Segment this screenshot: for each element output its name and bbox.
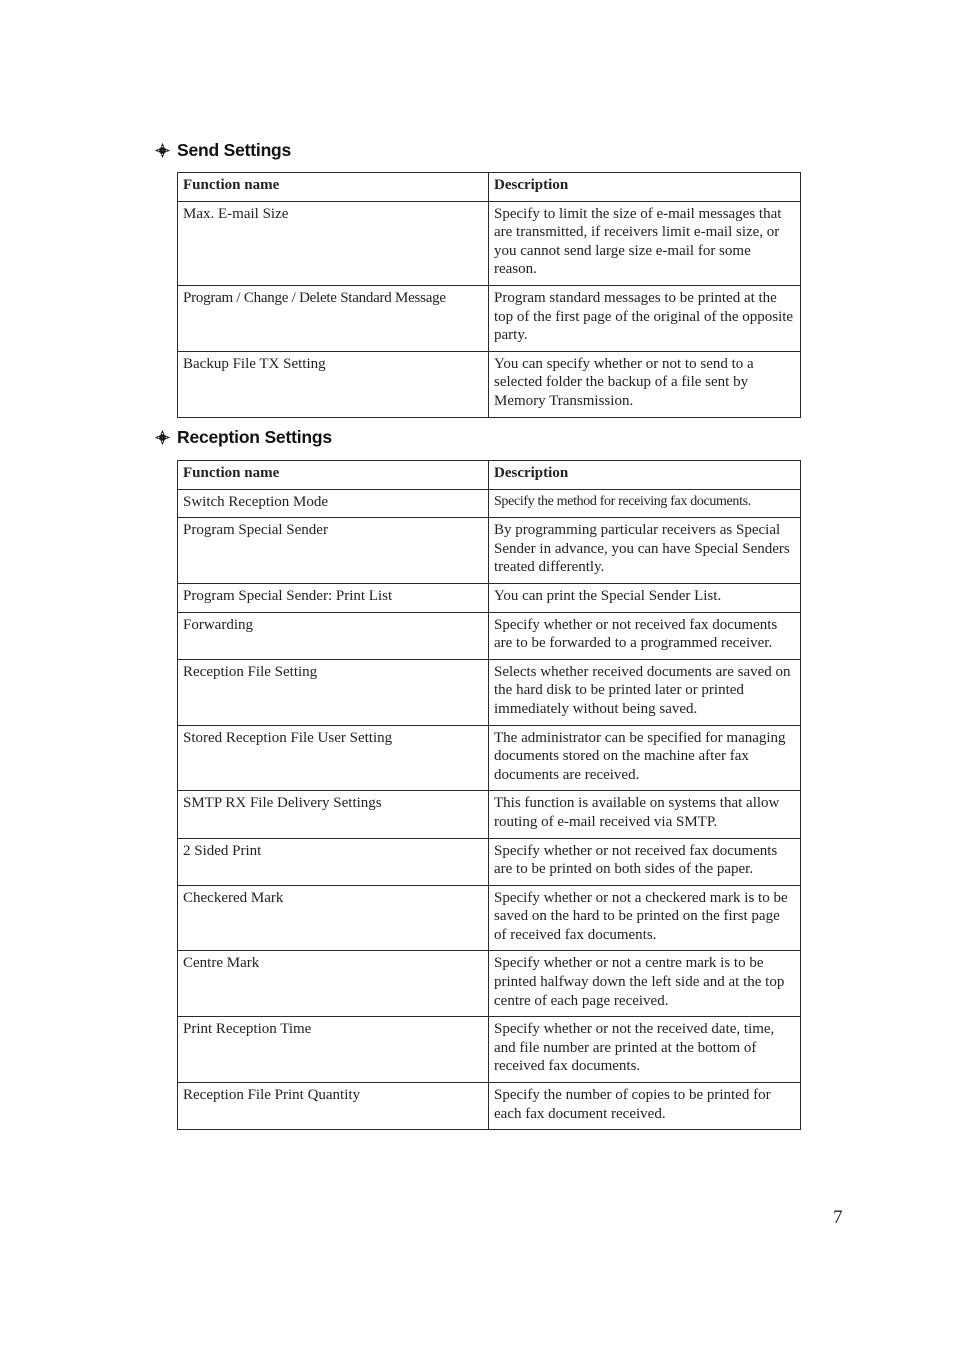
description-cell: Specify whether or not the received date, time, and file number are printed at the bottom of received fax documents. [489, 1017, 801, 1083]
function-name-cell: Stored Reception File User Setting [178, 725, 489, 791]
table-row [178, 583, 801, 612]
table-row [178, 951, 801, 1017]
send-settings-section [154, 139, 800, 418]
four-petal-diamond-icon [154, 429, 171, 446]
send-settings-table [177, 172, 801, 418]
function-name-cell: Centre Mark [178, 951, 489, 1017]
table-row [178, 659, 801, 725]
table-row [178, 518, 801, 584]
section-title: Reception Settings [177, 426, 332, 447]
function-name-cell: Print Reception Time [178, 1017, 489, 1083]
table-row [178, 201, 801, 285]
description-cell: The administrator can be specified for managing documents stored on the machine after fax documents are received. [489, 725, 801, 791]
table-header-row [178, 173, 801, 202]
column-header-function-name: Function name [178, 173, 489, 202]
function-name-cell: 2 Sided Print [178, 838, 489, 885]
function-name-cell: Program Special Sender: Print List [178, 583, 489, 612]
table-row [178, 1083, 801, 1130]
reception-settings-heading-row [154, 426, 800, 448]
column-header-function-name: Function name [178, 461, 489, 490]
section-title: Send Settings [177, 139, 292, 160]
function-name-cell: Reception File Print Quantity [178, 1083, 489, 1130]
function-name-cell: Forwarding [178, 612, 489, 659]
function-name-cell: Reception File Setting [178, 659, 489, 725]
four-petal-diamond-icon [154, 142, 171, 159]
table-row [178, 489, 801, 518]
description-cell: You can specify whether or not to send to a selected folder the backup of a file sent by Memory Transmission. [489, 351, 801, 417]
description-cell: This function is available on systems that allow routing of e-mail received via SMTP. [489, 791, 801, 838]
description-cell: You can print the Special Sender List. [489, 583, 801, 612]
function-name-cell: SMTP RX File Delivery Settings [178, 791, 489, 838]
description-cell: Specify the method for receiving fax documents. [489, 489, 801, 518]
table-row [178, 885, 801, 951]
description-cell: Specify the number of copies to be printed for each fax document received. [489, 1083, 801, 1130]
function-name-cell: Program Special Sender [178, 518, 489, 584]
description-cell: Specify whether or not received fax documents are to be printed on both sides of the paper. [489, 838, 801, 885]
reception-settings-table [177, 460, 801, 1130]
function-name-cell: Switch Reception Mode [178, 489, 489, 518]
description-cell: Specify to limit the size of e-mail messages that are transmitted, if receivers limit e-mail size, or you cannot send large size e-mail for some reason. [489, 201, 801, 285]
function-name-cell: Program / Change / Delete Standard Message [178, 285, 489, 351]
function-name-cell: Backup File TX Setting [178, 351, 489, 417]
page-number: 7 [833, 1207, 843, 1228]
table-header-row [178, 461, 801, 490]
table-row [178, 791, 801, 838]
function-name-cell: Max. E-mail Size [178, 201, 489, 285]
send-settings-heading-row [154, 139, 800, 161]
table-row [178, 725, 801, 791]
table-row [178, 612, 801, 659]
table-row [178, 351, 801, 417]
description-cell: Specify whether or not a checkered mark is to be saved on the hard to be printed on the first page of received fax documents. [489, 885, 801, 951]
function-name-cell: Checkered Mark [178, 885, 489, 951]
table-row [178, 838, 801, 885]
table-row [178, 1017, 801, 1083]
table-row [178, 285, 801, 351]
reception-settings-section [154, 426, 800, 1130]
description-cell: Specify whether or not a centre mark is to be printed halfway down the left side and at the top centre of each page received. [489, 951, 801, 1017]
description-cell: Specify whether or not received fax documents are to be forwarded to a programmed receiver. [489, 612, 801, 659]
description-cell: Program standard messages to be printed at the top of the first page of the original of the opposite party. [489, 285, 801, 351]
description-cell: By programming particular receivers as Special Sender in advance, you can have Special Senders treated differently. [489, 518, 801, 584]
column-header-description: Description [489, 461, 801, 490]
description-cell: Selects whether received documents are saved on the hard disk to be printed later or printed immediately without being saved. [489, 659, 801, 725]
column-header-description: Description [489, 173, 801, 202]
